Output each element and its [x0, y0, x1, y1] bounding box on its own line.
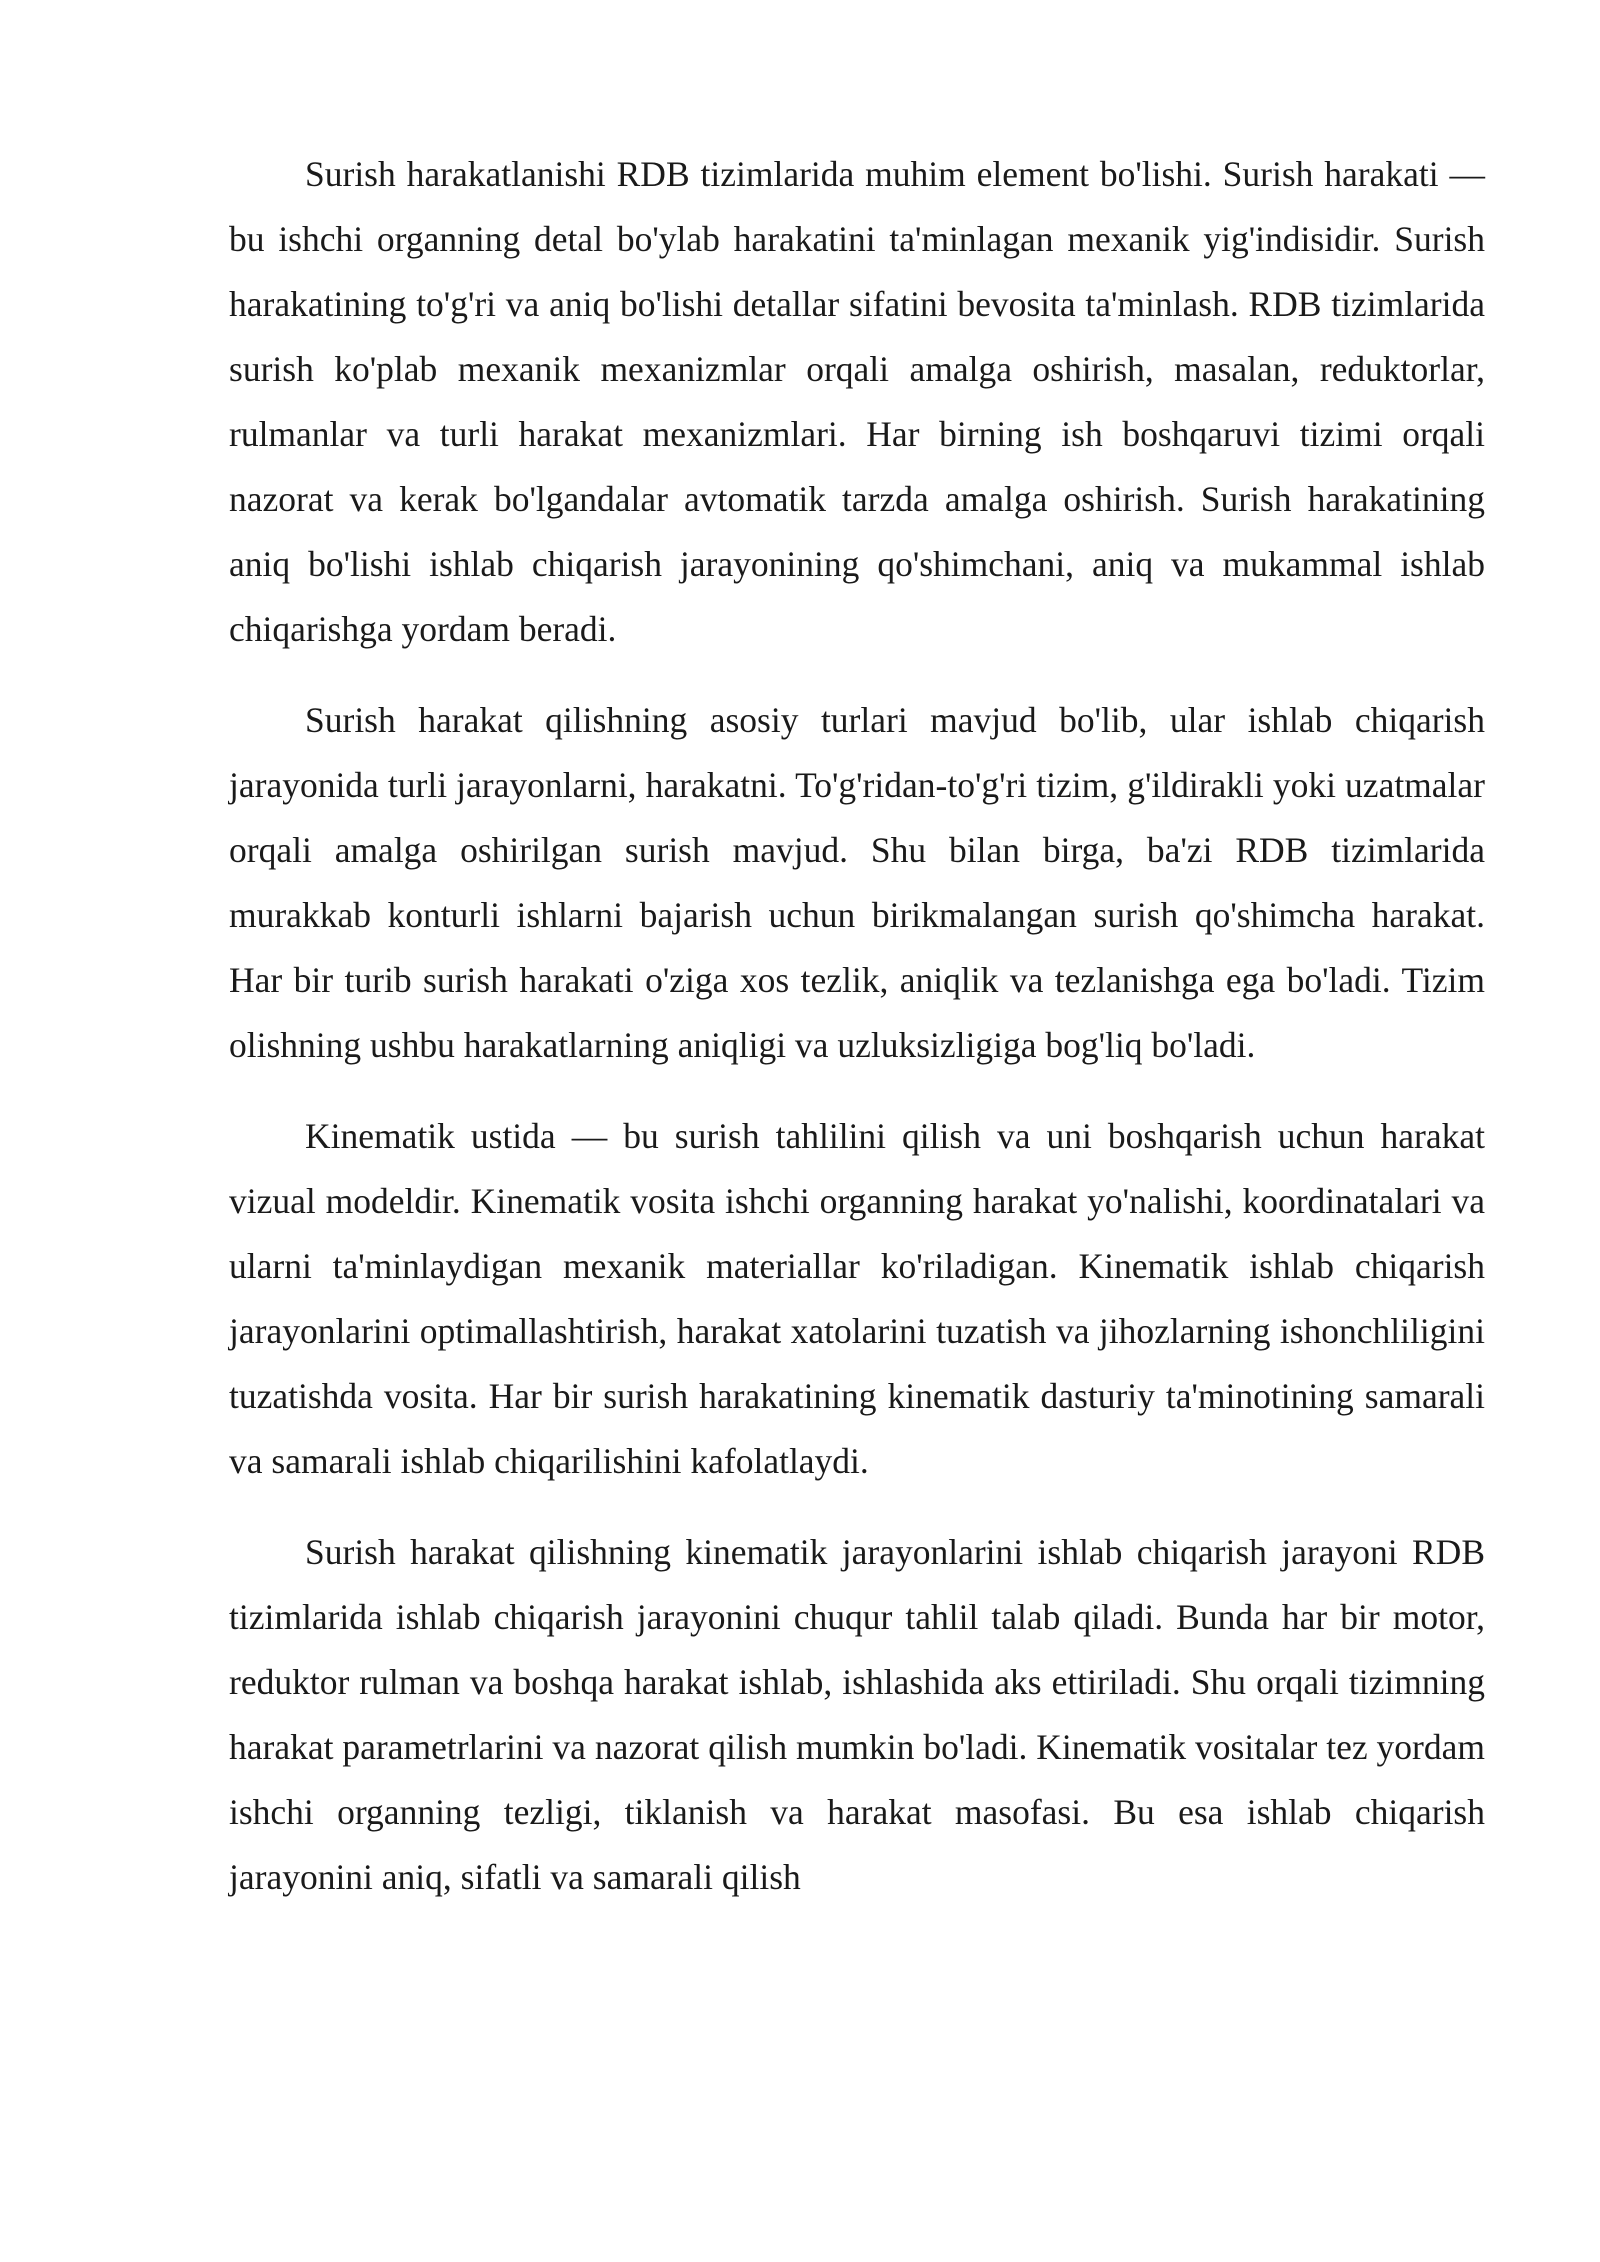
- paragraph: Kinematik ustida — bu surish tahlilini qilish va uni boshqarish uchun harakat vizual modeldir. Kinematik vosita ishchi organning harakat yo'nalishi, koordinatalari va ularni ta'minlaydigan mexanik materiallar ko'riladigan. Kinematik ishlab chiqarish jarayonlarini optimallashtirish, harakat xatolarini tuzatish va jihozlarning ishonchliligini tuzatishda vosita. Har bir surish harakatining kinematik dasturiy ta'minotining samarali va samarali ishlab chiqarilishini kafolatlaydi.: [229, 1116, 1485, 1481]
- paragraph: Surish harakat qilishning asosiy turlari mavjud bo'lib, ular ishlab chiqarish jarayonida turli jarayonlarni, harakatni. To'g'ridan-to'g'ri tizim, g'ildirakli yoki uzatmalar orqali amalga oshirilgan surish mavjud. Shu bilan birga, ba'zi RDB tizimlarida murakkab konturli ishlarni bajarish uchun birikmalangan surish qo'shimcha harakat. Har bir turib surish harakati o'ziga xos tezlik, aniqlik va tezlanishga ega bo'ladi. Tizim olishning ushbu harakatlarning aniqligi va uzluksizligiga bog'liq bo'ladi.: [229, 700, 1485, 1065]
- paragraph: Surish harakat qilishning kinematik jarayonlarini ishlab chiqarish jarayoni RDB tizimlarida ishlab chiqarish jarayonini chuqur tahlil talab qiladi. Bunda har bir motor, reduktor rulman va boshqa harakat ishlab, ishlashida aks ettiriladi. Shu orqali tizimning harakat parametrlarini va nazorat qilish mumkin bo'ladi. Kinematik vositalar tez yordam ishchi organning tezligi, tiklanish va harakat masofasi. Bu esa ishlab chiqarish jarayonini aniq, sifatli va samarali qilish: [229, 1532, 1485, 1897]
- body-text: [229, 142, 1485, 1910]
- paragraph: Surish harakatlanishi RDB tizimlarida muhim element bo'lishi. Surish harakati — bu ishchi organning detal bo'ylab harakatini ta'minlagan mexanik yig'indisidir. Surish harakatining to'g'ri va aniq bo'lishi detallar sifatini bevosita ta'minlash. RDB tizimlarida surish ko'plab mexanik mexanizmlar orqali amalga oshirish, masalan, reduktorlar, rulmanlar va turli harakat mexanizmlari. Har birning ish boshqaruvi tizimi orqali nazorat va kerak bo'lgandalar avtomatik tarzda amalga oshirish. Surish harakatining aniq bo'lishi ishlab chiqarish jarayonining qo'shimchani, aniq va mukammal ishlab chiqarishga yordam beradi.: [229, 154, 1485, 649]
